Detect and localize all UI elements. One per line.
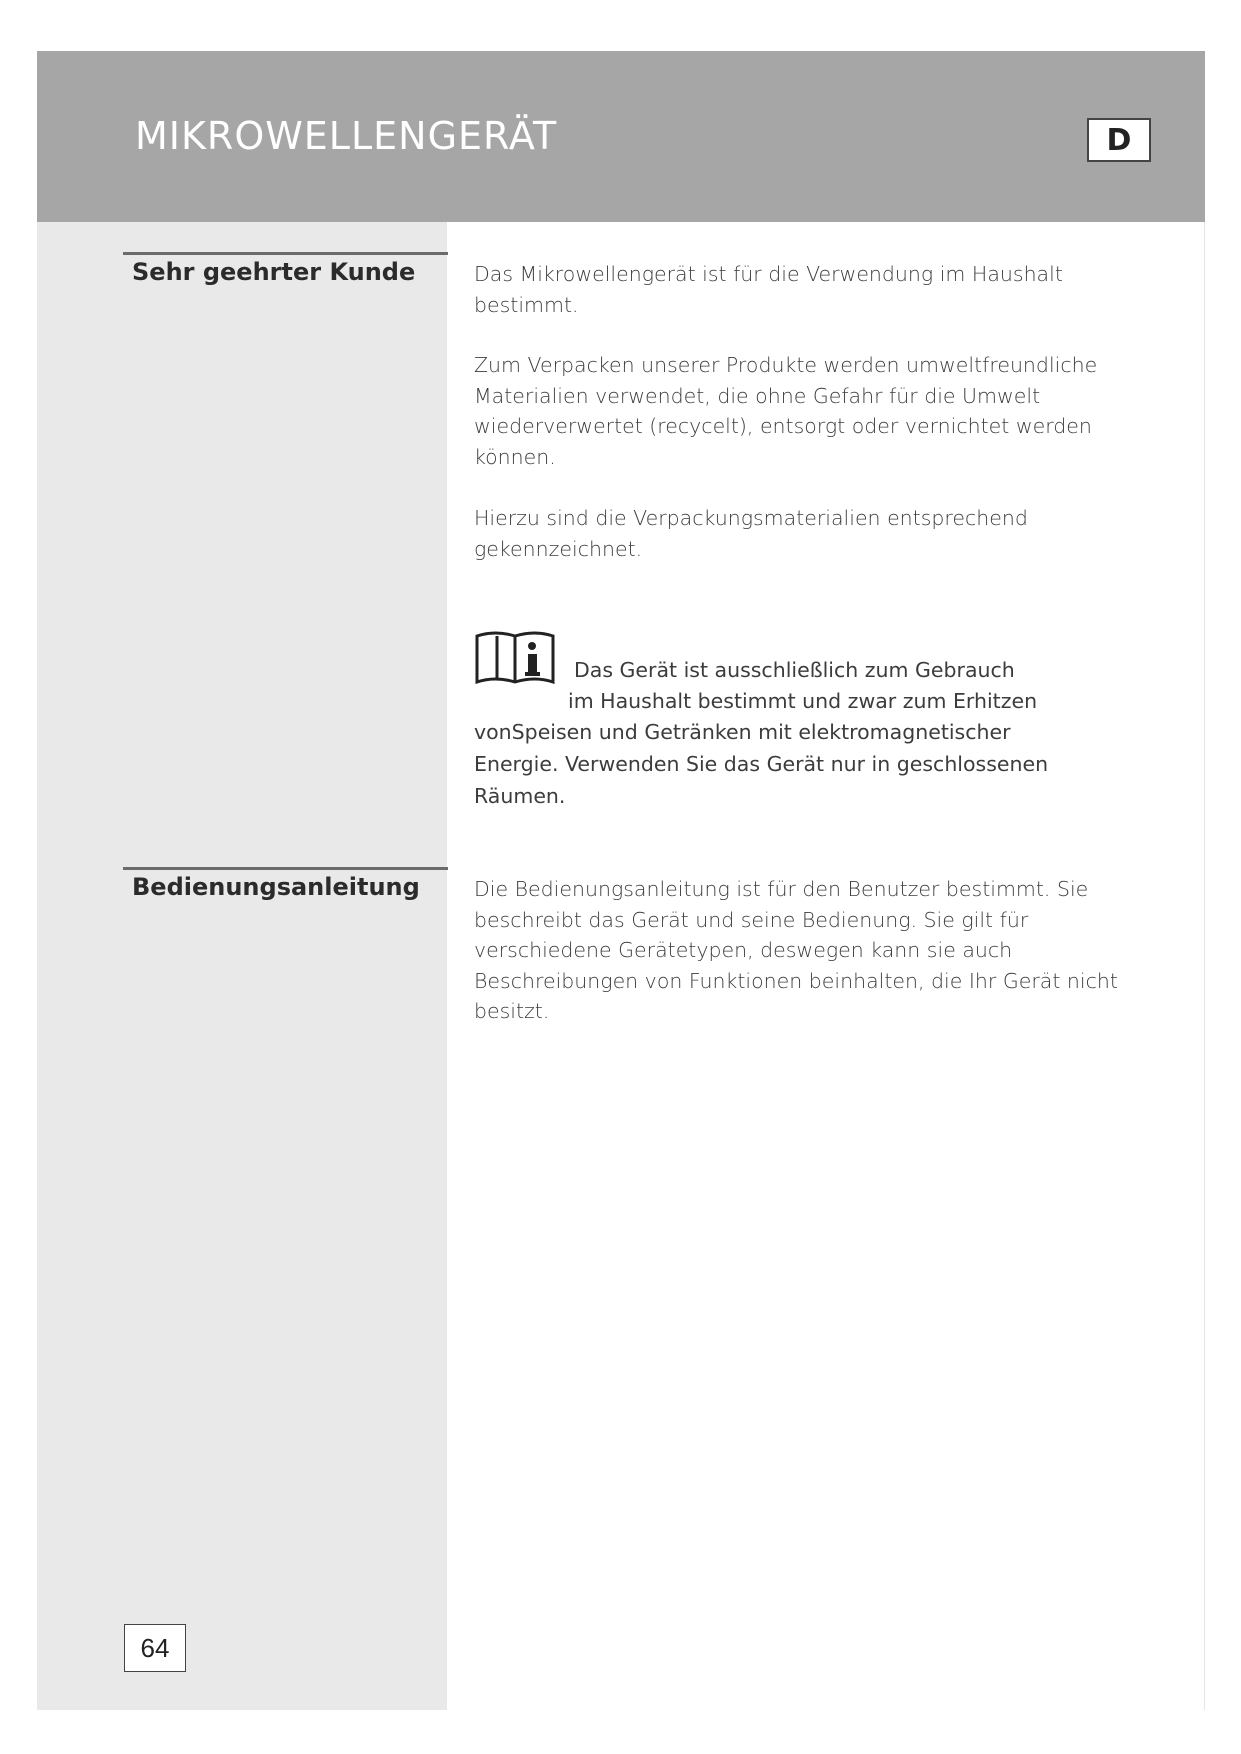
info-note-line: Das Gerät ist ausschließlich zum Gebrauch — [574, 658, 1015, 682]
section-heading-customer: Sehr geehrter Kunde — [132, 258, 416, 286]
section-heading-manual: Bedienungsanleitung — [132, 873, 420, 901]
language-badge: D — [1087, 118, 1151, 162]
page-number: 64 — [124, 1624, 186, 1672]
page-title: MIKROWELLENGERÄT — [135, 114, 558, 158]
info-note-line: Energie. Verwenden Sie das Gerät nur in geschlossenen — [474, 752, 1049, 776]
section-divider — [123, 867, 448, 870]
paragraph-intro: Das Mikrowellengerät ist für die Verwendung im Haushalt bestimmt. — [474, 262, 1063, 317]
info-note-line: Räumen. — [474, 784, 566, 808]
section-divider — [123, 252, 448, 255]
paragraph-packaging: Zum Verpacken unserer Produkte werden umweltfreundliche Materialien verwendet, die ohne Gefahr für die Umwelt wiederverwertet (recycelt), entsorgt oder vernichtet werden können. — [474, 353, 1098, 469]
sidebar-column — [37, 222, 447, 1710]
info-note-line: vonSpeisen und Getränken mit elektromagnetischer — [474, 720, 1011, 744]
page-header — [37, 51, 1205, 222]
info-note-line: im Haushalt bestimmt und zwar zum Erhitzen — [568, 689, 1038, 713]
paragraph-marking: Hierzu sind die Verpackungsmaterialien entsprechend gekennzeichnet. — [474, 506, 1028, 561]
page-right-border — [1204, 222, 1205, 1710]
info-book-icon — [475, 628, 555, 688]
paragraph-manual: Die Bedienungsanleitung ist für den Benutzer bestimmt. Sie beschreibt das Gerät und seine Bedienung. Sie gilt für verschiedene Gerätetypen, deswegen kann sie auch Beschreibungen von Funktionen beinhalten, die Ihr Gerät nicht besitzt. — [474, 877, 1118, 1024]
